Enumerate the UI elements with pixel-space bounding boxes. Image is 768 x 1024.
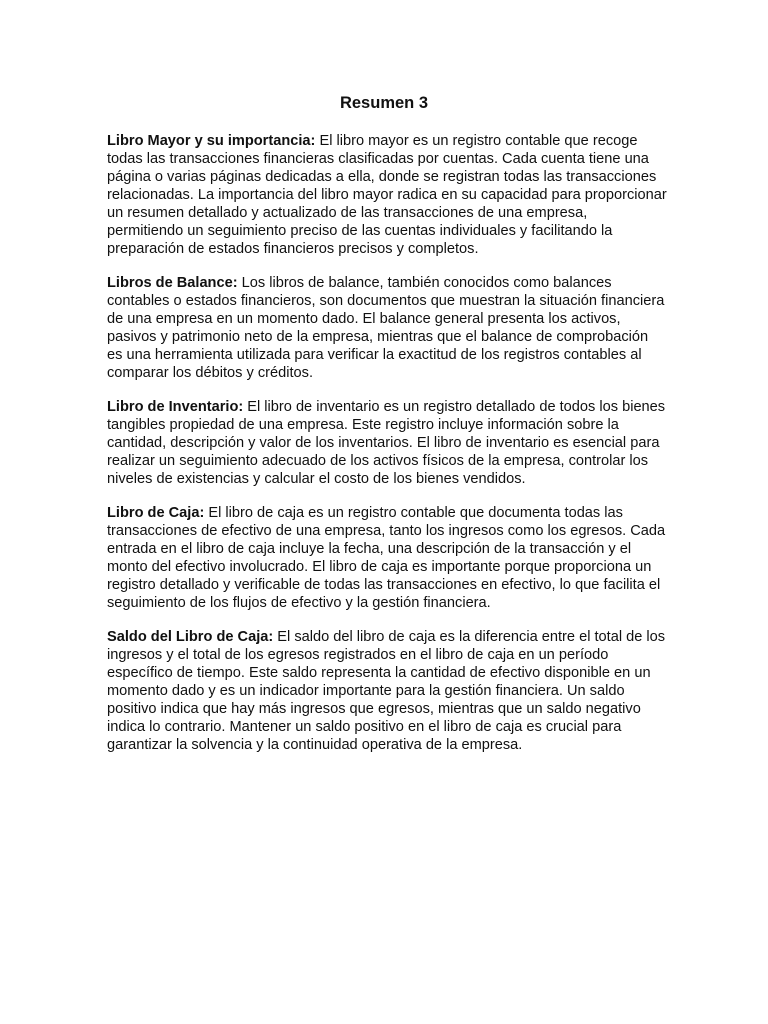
section-heading: Libros de Balance: <box>107 275 238 291</box>
section-text: El libro de caja es un registro contable que documenta todas las transacciones de efectivo de una empresa, tanto los ingresos como los egresos. Cada entrada en el libro de caja incluye la fecha, una descripción de la transacción y el monto del efectivo involucrado. El libro de caja es importante porque proporciona un registro detallado y verificable de todas las transacciones en efectivo, lo que facilita el seguimiento de los flujos de efectivo y la gestión financiera. <box>107 505 666 611</box>
page-title: Resumen 3 <box>339 94 429 112</box>
section-text: El libro de inventario es un registro detallado de todos los bienes tangibles propiedad de una empresa. Este registro incluye información sobre la cantidad, descripción y valor de los inventarios. El libro de inventario es esencial para realizar un seguimiento adecuado de los activos físicos de la empresa, controlar los niveles de existencias y calcular el costo de los bienes vendidos. <box>107 399 666 487</box>
section-heading: Libro de Inventario: <box>107 399 244 415</box>
section-libros-de-balance <box>107 274 667 382</box>
section-libro-mayor <box>107 132 667 258</box>
section-text: El libro mayor es un registro contable que recoge todas las transacciones financieras clasificadas por cuentas. Cada cuenta tiene una página o varias páginas dedicadas a ella, donde se registran todas las transacciones relacionadas. La importancia del libro mayor radica en su capacidad para proporcionar un resumen detallado y actualizado de las transacciones de una empresa, permitiendo un seguimiento preciso de las cuentas individuales y facilitando la preparación de estados financieros precisos y completos. <box>107 133 667 257</box>
section-heading: Libro Mayor y su importancia: <box>107 133 316 149</box>
section-libro-de-inventario <box>107 398 667 488</box>
section-text: El saldo del libro de caja es la diferencia entre el total de los ingresos y el total de los egresos registrados en el libro de caja en un período específico de tiempo. Este saldo representa la cantidad de efectivo disponible en un momento dado y es un indicador importante para la gestión financiera. Un saldo positivo indica que hay más ingresos que egresos, mientras que un saldo negativo indica lo contrario. Mantener un saldo positivo en el libro de caja es crucial para garantizar la solvencia y la continuidad operativa de la empresa. <box>107 629 666 753</box>
section-heading: Saldo del Libro de Caja: <box>107 629 274 645</box>
section-text: Los libros de balance, también conocidos como balances contables o estados financieros, son documentos que muestran la situación financiera de una empresa en un momento dado. El balance general presenta los activos, pasivos y patrimonio neto de la empresa, mientras que el balance de comprobación es una herramienta utilizada para verificar la exactitud de los registros contables al comparar los débitos y créditos. <box>107 275 665 381</box>
section-saldo-libro-de-caja <box>107 628 667 754</box>
section-libro-de-caja <box>107 504 667 612</box>
document-body <box>107 132 667 770</box>
section-heading: Libro de Caja: <box>107 505 205 521</box>
